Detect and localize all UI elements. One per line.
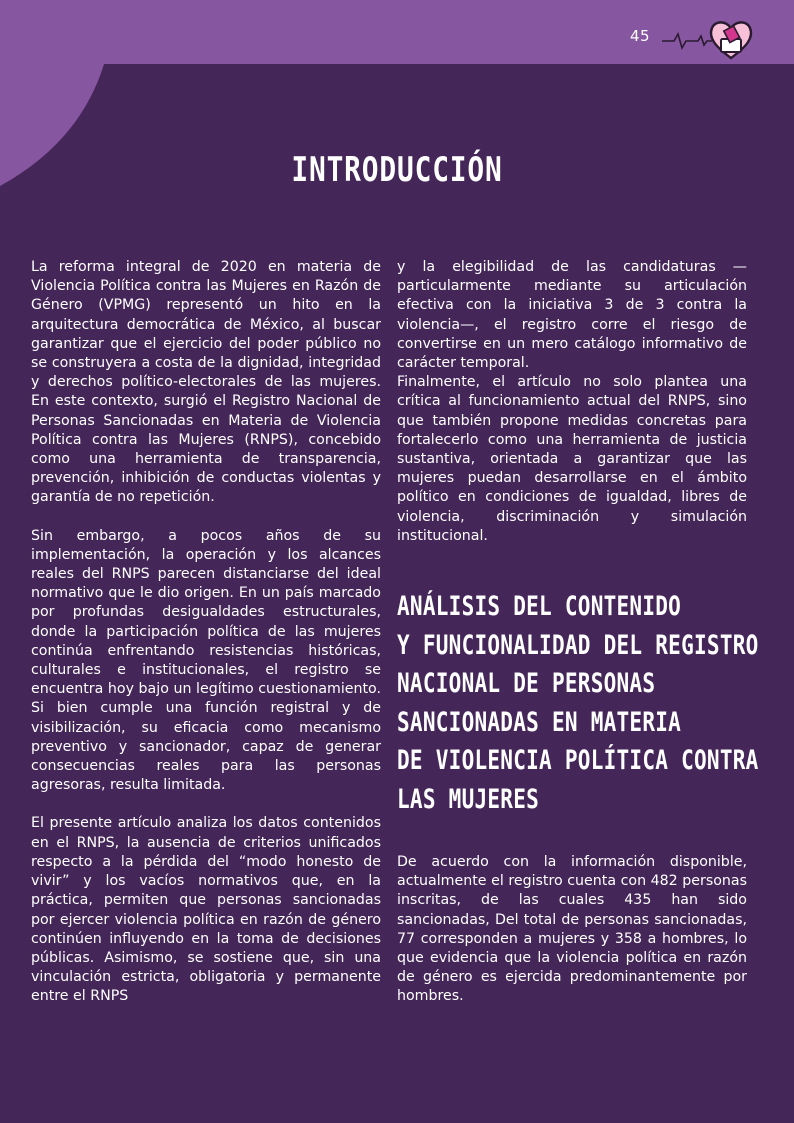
- section-heading-line: Y FUNCIONALIDAD DEL REGISTRO: [397, 629, 759, 661]
- section-heading: [397, 588, 759, 819]
- section-heading-line: DE VIOLENCIA POLÍTICA CONTRA: [397, 745, 759, 776]
- intro-paragraph: La reforma integral de 2020 en materia de Violencia Política contra las Mujeres en Razón de Género (VPMG) representó un hito en la arquitectura democrática de México, al buscar garantizar que el ejercicio del poder público no se construyera a costa de la dignidad, integridad y derechos político-electorales de las mujeres. En este contexto, surgió el Registro Nacional de Personas Sancionadas en Materia de Violencia Política contra las Mujeres (RNPS), concebido como una herramienta de transparencia, prevención, inhibición de conductas violentas y garantía de no repetición.: [31, 259, 381, 506]
- section-paragraph: De acuerdo con la información disponible, actualmente el registro cuenta con 482 personas inscritas, de las cuales 435 han sido sancionadas, Del total de personas sancionadas, 77 corresponden a mujeres y 358 a hombres, lo que evidencia que la violencia política en razón de género es ejercida predominantemente por hombres.: [397, 854, 747, 1005]
- section-heading-line: LAS MUJERES: [397, 783, 540, 815]
- page-number: 45: [630, 27, 651, 45]
- section-heading-line: SANCIONADAS EN MATERIA: [397, 706, 682, 738]
- right-column: [397, 258, 747, 546]
- intro-paragraph: Sin embargo, a pocos años de su implementación, la operación y los alcances reales del RNPS parecen distanciarse del ideal normativo que le dio origen. En un país marcado por profundas desigualdades estructurales, donde la participación política de las mujeres continúa enfrentando resistencias históricas, culturales e institucionales, el registro se encuentra hoy bajo un legítimo cuestionamiento. Si bien cumple una función registral y de visibilización, su eficacia como mecanismo preventivo y sancionador, capaz de generar consecuencias reales para las personas agresoras, resulta limitada.: [31, 527, 381, 794]
- page-title: INTRODUCCIÓN: [291, 150, 503, 190]
- section-heading-line: ANÁLISIS DEL CONTENIDO: [397, 591, 682, 622]
- intro-paragraph: y la elegibilidad de las candidaturas —particularmente mediante su articulación efectiva con la iniciativa 3 de 3 contra la violencia—, el registro corre el riesgo de convertirse en un mero catálogo informativo de carácter temporal.: [397, 259, 747, 372]
- section-heading-line: NACIONAL DE PERSONAS: [397, 668, 656, 699]
- left-column: [31, 258, 381, 1007]
- heartbeat-line: [662, 34, 712, 48]
- intro-paragraph: El presente artículo analiza los datos contenidos en el RNPS, la ausencia de criterios unificados respecto a la pérdida del “modo honesto de vivir” y los vacíos normativos que, en la práctica, permiten que personas sancionadas por ejercer violencia política en razón de género continúen influyendo en la toma de decisiones públicas. Asimismo, se sostiene que, sin una vinculación estricta, obligatoria y permanente entre el RNPS: [31, 815, 381, 1005]
- heart-ballot-icon: [660, 14, 760, 66]
- section-body: [397, 853, 747, 1007]
- intro-paragraph: Finalmente, el artículo no solo plantea una crítica al funcionamiento actual del RNPS, sino que también propone medidas concretas para fortalecerlo como una herramienta de justicia sustantiva, orientada a garantizar que las mujeres puedan desarrollarse en el ámbito político en condiciones de igualdad, libres de violencia, discriminación y simulación institucional.: [397, 374, 747, 544]
